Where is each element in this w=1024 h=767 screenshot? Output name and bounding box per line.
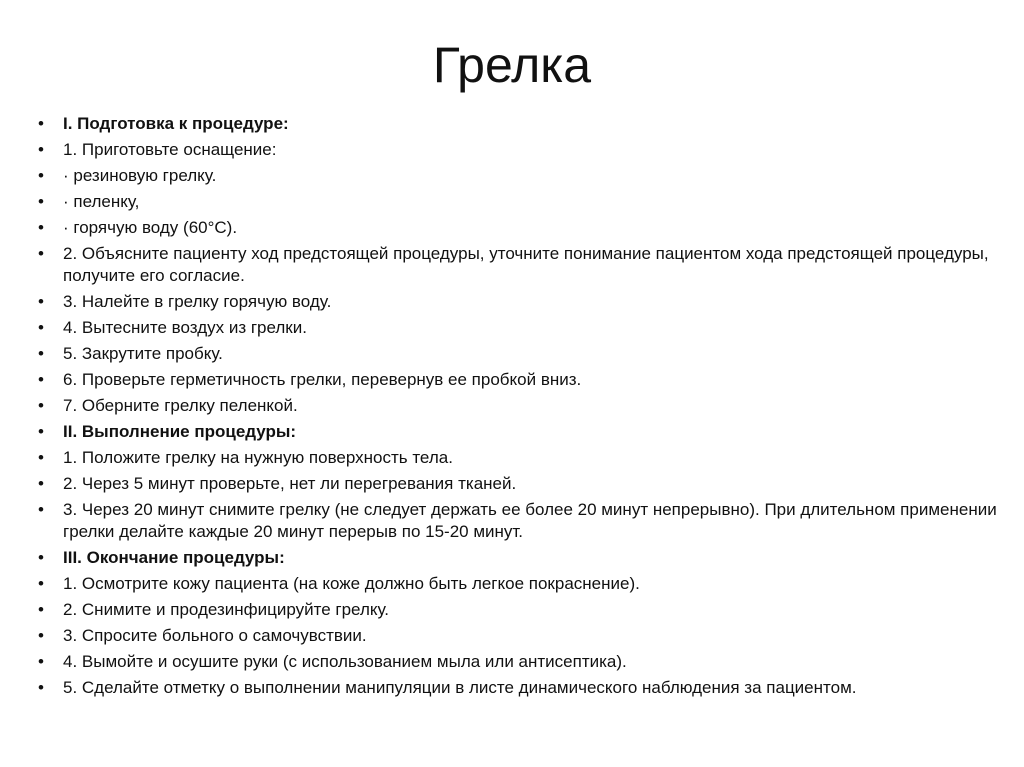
list-item-text: · пеленку, (63, 192, 140, 211)
list-item (38, 139, 998, 161)
list-item-text: 2. Объясните пациенту ход предстоящей процедуры, уточните понимание пациентом хода предстоящей процедуры, получите его согласие. (63, 244, 989, 285)
bullet-dot-icon: • (38, 218, 44, 237)
bullet-dot-icon: • (38, 474, 44, 493)
bullet-dot-icon: • (38, 292, 44, 311)
section-heading (38, 421, 998, 443)
bullet-dot-icon: • (38, 500, 44, 519)
bullet-dot-icon: • (38, 114, 44, 133)
list-item (38, 499, 998, 543)
section-heading (38, 547, 998, 569)
list-item-text: 7. Оберните грелку пеленкой. (63, 396, 298, 415)
bullet-dot-icon: • (38, 344, 44, 363)
list-item-text: 5. Закрутите пробку. (63, 344, 223, 363)
bullet-dot-icon: • (38, 396, 44, 415)
bullet-dot-icon: • (38, 192, 44, 211)
list-item-text: 2. Снимите и продезинфицируйте грелку. (63, 600, 390, 619)
list-item-text: 1. Положите грелку на нужную поверхность тела. (63, 448, 453, 467)
bullet-dot-icon: • (38, 600, 44, 619)
list-item (38, 573, 998, 595)
list-item-text: III. Окончание процедуры: (63, 548, 285, 567)
bullet-dot-icon: • (38, 678, 44, 697)
list-item-text: · горячую воду (60°С). (63, 218, 238, 237)
section-heading (38, 113, 998, 135)
list-item (38, 447, 998, 469)
list-item-text: II. Выполнение процедуры: (63, 422, 297, 441)
slide-title: Грелка (432, 37, 592, 93)
bullet-dot-icon: • (38, 626, 44, 645)
bullet-dot-icon: • (38, 318, 44, 337)
bullet-dot-icon: • (38, 548, 44, 567)
list-item (38, 343, 998, 365)
list-item (38, 317, 998, 339)
bullet-dot-icon: • (38, 574, 44, 593)
bullet-dot-icon: • (38, 140, 44, 159)
list-item (38, 473, 998, 495)
list-item-text: 1. Осмотрите кожу пациента (на коже должно быть легкое покраснение). (63, 574, 640, 593)
bullet-dot-icon: • (38, 370, 44, 389)
list-item (38, 165, 998, 187)
list-item-text: 5. Сделайте отметку о выполнении манипуляции в листе динамического наблюдения за пациентом. (63, 678, 857, 697)
bullet-dot-icon: • (38, 166, 44, 185)
list-item (38, 191, 998, 213)
list-item-text: 2. Через 5 минут проверьте, нет ли перегревания тканей. (63, 474, 517, 493)
list-item-text: · резиновую грелку. (63, 166, 217, 185)
list-item (38, 369, 998, 391)
list-item-text: 3. Спросите больного о самочувствии. (63, 626, 367, 645)
list-item-text: 3. Налейте в грелку горячую воду. (63, 292, 332, 311)
list-item-text: 4. Вымойте и осушите руки (с использованием мыла или антисептика). (63, 652, 627, 671)
bullet-dot-icon: • (38, 244, 44, 263)
bullet-dot-icon: • (38, 422, 44, 441)
list-item-text: 6. Проверьте герметичность грелки, перевернув ее пробкой вниз. (63, 370, 582, 389)
list-item (38, 291, 998, 313)
list-item (38, 395, 998, 417)
list-item-text: 4. Вытесните воздух из грелки. (63, 318, 307, 337)
list-item-text: 1. Приготовьте оснащение: (63, 140, 277, 159)
bullet-list (38, 113, 998, 703)
list-item (38, 217, 998, 239)
list-item-text: 3. Через 20 минут снимите грелку (не следует держать ее более 20 минут непрерывно). При длительном применении грелки делайте каждые 20 минут перерыв по 15-20 минут. (63, 500, 997, 541)
list-item-text: I. Подготовка к процедуре: (63, 114, 289, 133)
list-item (38, 651, 998, 673)
list-item (38, 625, 998, 647)
bullet-dot-icon: • (38, 652, 44, 671)
list-item (38, 243, 998, 287)
list-item (38, 599, 998, 621)
list-item (38, 677, 998, 699)
bullet-dot-icon: • (38, 448, 44, 467)
